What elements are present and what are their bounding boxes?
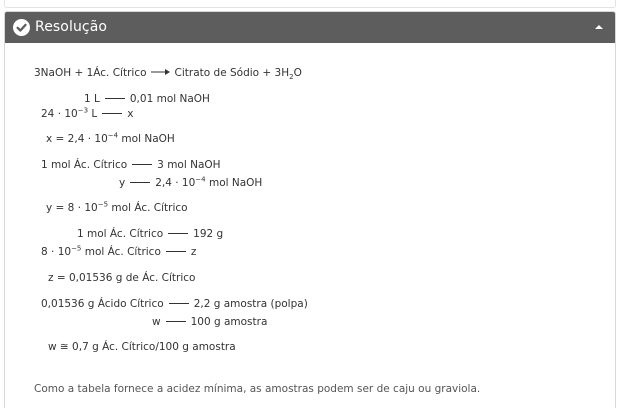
rule3-row2-unit: mol Ác. Cítrico [81,246,161,258]
rule1-row2-right: x [127,108,134,120]
equation-subscript: 2 [289,73,294,82]
rule2-row2 [119,177,262,189]
result-y-exponent: −5 [97,200,109,209]
result-y-unit: mol Ác. Cítrico [108,202,188,214]
rule4-row1-right: 2,2 g amostra (polpa) [193,298,308,310]
rule1-row1-left: 1 L [84,93,100,105]
proportion-dash [105,98,125,99]
resolution-body [5,43,615,408]
resolution-panel-header[interactable] [5,12,615,43]
rule4-row2-left: w [152,316,161,328]
rule4-row2 [152,316,267,328]
rule4-row1-left: 0,01536 g Ácido Cítrico [41,298,164,310]
proportion-dash [102,113,122,114]
rule2-row2-unit: mol NaOH [205,177,263,189]
rule2-row2-left: y [119,177,126,189]
rule1-row2-left: 24 · 10 [41,108,78,120]
proportion-dash [166,321,186,322]
reaction-arrow-icon [151,68,171,76]
rule1-row2 [41,108,133,120]
proportion-dash [166,251,186,252]
result-x [46,133,175,145]
rule3-row1-right: 192 g [193,228,224,240]
rule2-row2-exponent: −4 [195,175,206,184]
previous-card [4,0,616,8]
rule3-row2-left: 8 · 10 [41,246,72,258]
result-x-unit: mol NaOH [118,133,175,145]
rule1-row1-right: 0,01 mol NaOH [129,93,210,105]
rule1-row2-exponent: −3 [77,106,89,115]
reaction-equation [34,67,302,82]
rule1-row1 [84,93,210,105]
result-y [46,202,188,214]
equation-products: Citrato de Sódio + 3H [174,67,290,79]
panel-title: Resolução [35,19,108,35]
proportion-dash [169,303,189,304]
resolution-panel [4,11,616,408]
check-circle-icon [13,19,30,36]
caret-up-icon[interactable] [595,25,603,29]
rule4-row1 [41,298,308,310]
rule3-row2-exponent: −5 [71,244,82,253]
result-x-value: x = 2,4 · 10 [46,133,108,145]
proportion-dash [168,233,188,234]
rule2-row1-left: 1 mol Ác. Cítrico [41,159,128,171]
rule3-row1-left: 1 mol Ác. Cítrico [77,228,164,240]
equation-products-end: O [293,67,302,79]
rule3-row2 [41,246,196,258]
rule3-row2-right: z [190,246,197,258]
rule3-row1 [77,228,223,240]
result-y-value: y = 8 · 10 [46,202,98,214]
result-x-exponent: −4 [107,131,119,140]
rule4-row2-right: 100 g amostra [190,316,268,328]
rule2-row1-right: 3 mol NaOH [157,159,221,171]
equation-reactants: 3NaOH + 1Ác. Cítrico [34,67,147,79]
proportion-dash [132,164,152,165]
rule1-row2-unit: L [88,108,98,120]
proportion-dash [130,182,150,183]
result-w: w ≅ 0,7 g Ác. Cítrico/100 g amostra [48,341,236,353]
result-z: z = 0,01536 g de Ác. Cítrico [48,272,196,284]
rule2-row2-right: 2,4 · 10 [155,177,196,189]
conclusion-text: Como a tabela fornece a acidez mínima, as amostras podem ser de caju ou graviola. [34,383,481,395]
rule2-row1 [41,159,221,171]
